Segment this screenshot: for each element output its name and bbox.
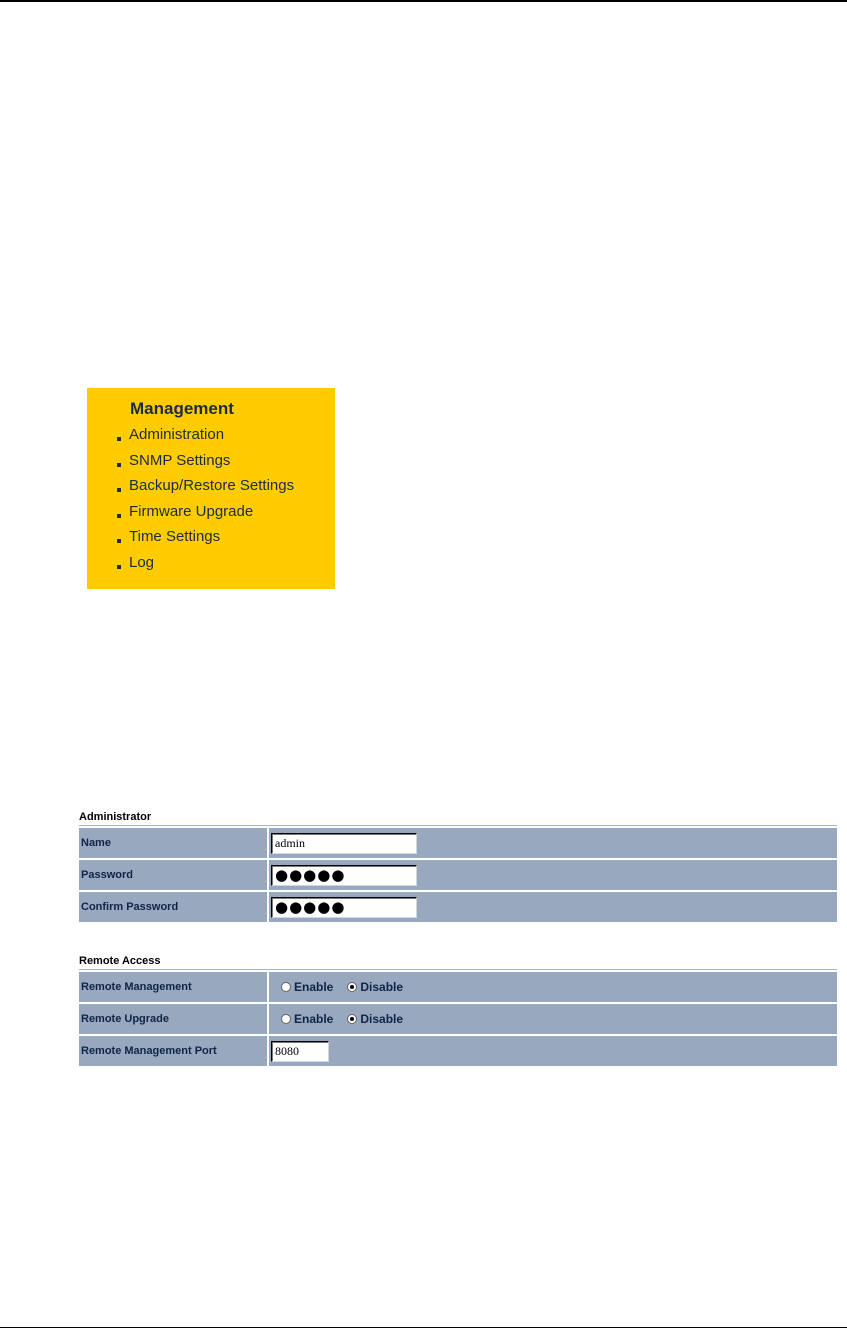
remote-upgrade-row [79, 1004, 837, 1034]
remote-management-port-row [79, 1036, 837, 1066]
menu-item-label: Administration [129, 426, 225, 443]
menu-item-snmp-settings[interactable] [87, 452, 294, 478]
bullet-icon [117, 488, 121, 492]
menu-item-label: SNMP Settings [129, 451, 231, 469]
remote-upgrade-cell [269, 1004, 837, 1034]
password-row [79, 860, 837, 890]
menu-item-log[interactable] [87, 554, 294, 580]
remote-upgrade-radio-group [271, 1012, 407, 1026]
remote-management-port-cell [269, 1036, 837, 1066]
section-spacer [79, 924, 837, 954]
top-rule [0, 0, 847, 2]
remote-management-row [79, 972, 837, 1002]
name-label: Name [79, 828, 267, 858]
administrator-section-title: Administrator [79, 810, 837, 826]
confirm-password-row [79, 892, 837, 922]
remote-management-label: Remote Management [79, 972, 267, 1002]
password-input[interactable]: ●●●●● [271, 865, 417, 886]
remote-management-radio-group [271, 980, 407, 994]
bullet-icon [117, 539, 121, 543]
bullet-icon [117, 514, 121, 518]
remote-management-cell [269, 972, 837, 1002]
remote-upgrade-label: Remote Upgrade [79, 1004, 267, 1034]
menu-item-administration[interactable] [87, 426, 294, 452]
remote-management-enable-radio[interactable] [281, 982, 291, 992]
remote-access-section-title: Remote Access [79, 954, 837, 970]
confirm-password-cell [269, 892, 837, 922]
remote-upgrade-enable-radio[interactable] [281, 1014, 291, 1024]
bottom-rule [0, 1327, 847, 1328]
remote-upgrade-enable-label[interactable]: Enable [294, 1012, 334, 1026]
remote-management-port-input[interactable]: 8080 [271, 1041, 329, 1062]
bullet-icon [117, 565, 121, 569]
remote-management-port-label: Remote Management Port [79, 1036, 267, 1066]
menu-item-label: Firmware Upgrade [129, 502, 254, 520]
menu-item-label: Log [129, 553, 155, 571]
remote-management-disable-radio[interactable] [347, 982, 357, 992]
remote-management-disable-label[interactable]: Disable [360, 980, 404, 994]
remote-upgrade-disable-label[interactable]: Disable [360, 1012, 404, 1026]
administration-form [79, 810, 837, 1068]
remote-management-enable-label[interactable]: Enable [294, 980, 334, 994]
menu-title: Management [130, 399, 234, 418]
bullet-icon [117, 437, 121, 441]
bullet-icon [117, 463, 121, 467]
menu-item-firmware-upgrade[interactable] [87, 503, 294, 529]
menu-item-label: Time Settings [129, 528, 221, 545]
name-row [79, 828, 837, 858]
remote-upgrade-disable-radio[interactable] [347, 1014, 357, 1024]
menu-item-backup-restore[interactable] [87, 477, 294, 503]
menu-list [87, 426, 294, 579]
name-input[interactable]: admin [271, 833, 417, 854]
menu-item-time-settings[interactable] [87, 528, 294, 554]
menu-item-label: Backup/Restore Settings [129, 477, 295, 494]
confirm-password-input[interactable]: ●●●●● [271, 897, 417, 918]
password-cell [269, 860, 837, 890]
password-label: Password [79, 860, 267, 890]
confirm-password-label: Confirm Password [79, 892, 267, 922]
management-menu [87, 388, 335, 589]
name-cell [269, 828, 837, 858]
